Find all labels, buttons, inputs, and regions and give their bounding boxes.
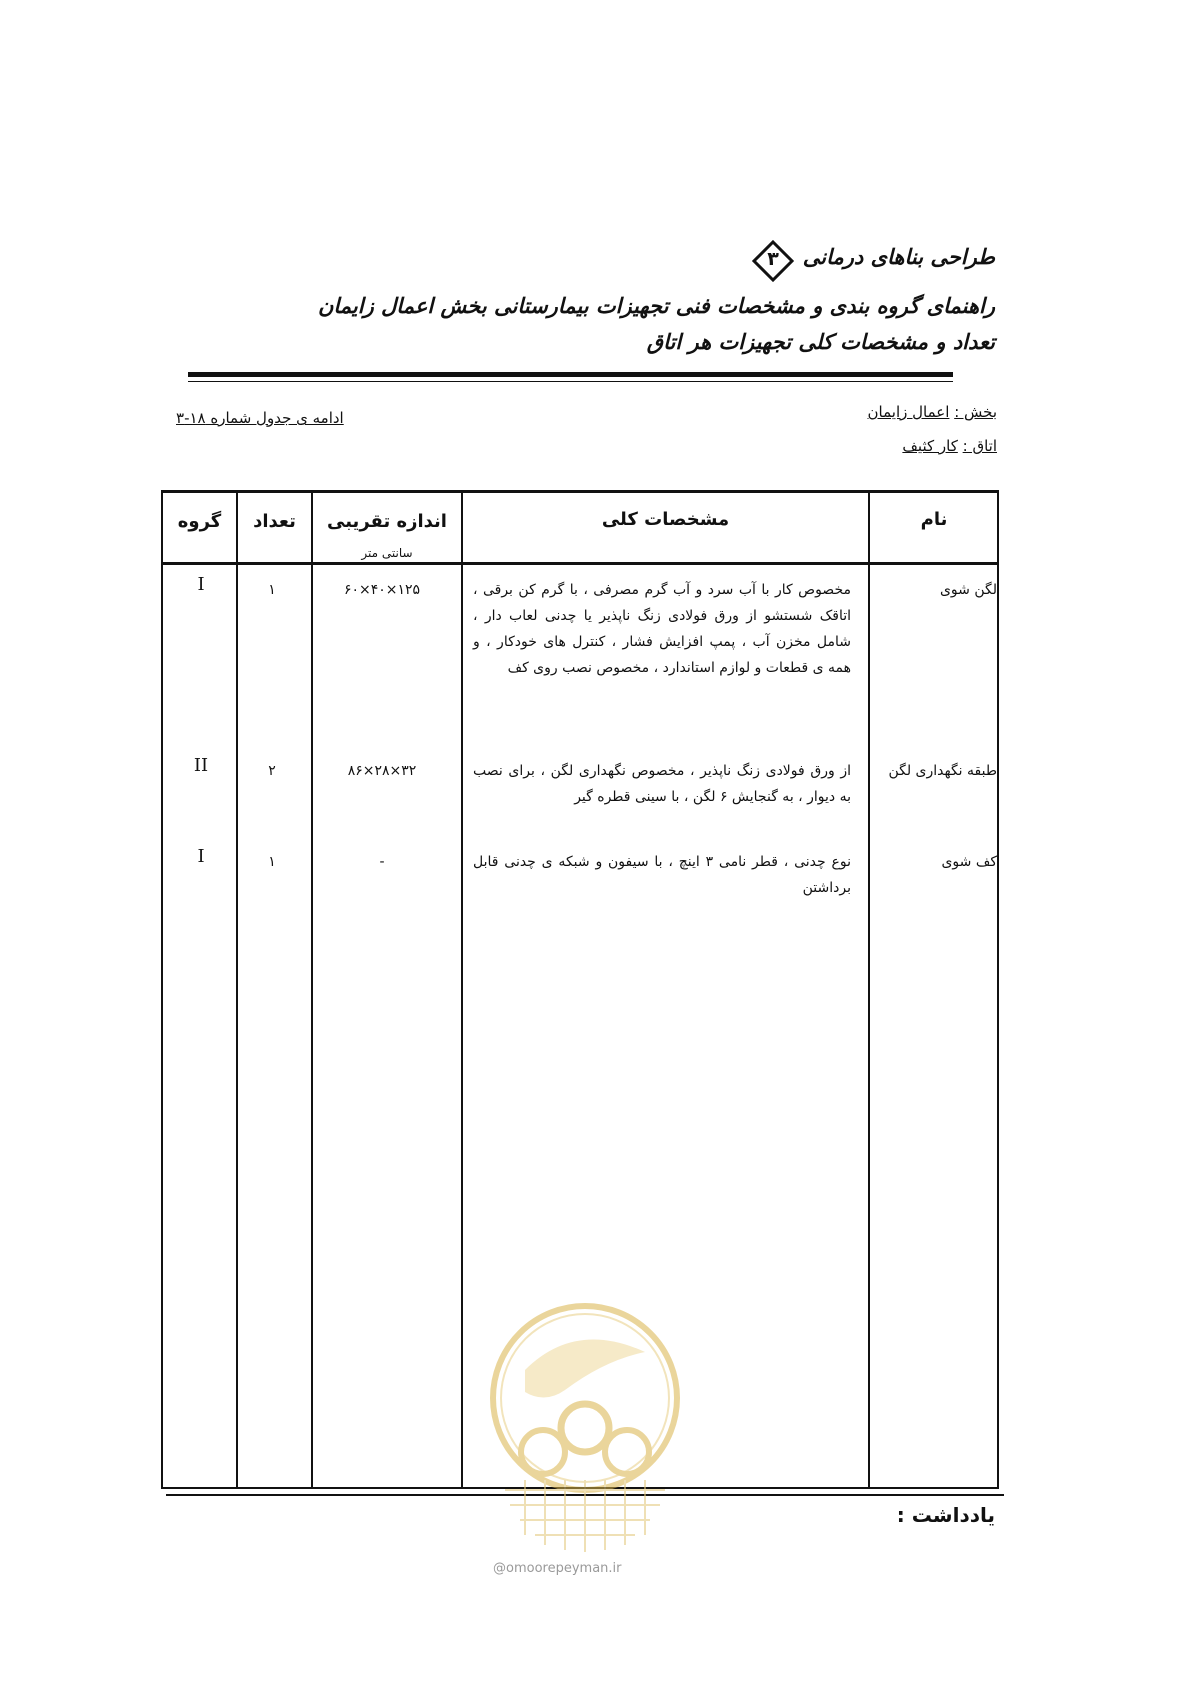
- row-2-specs: از ورق فولادی زنگ ناپذیر ، مخصوص نگهداری لگن ، برای نصب به دیوار ، به گنجایش ۶ لگن ، با سینی قطره گیر: [473, 763, 851, 805]
- row-1-size: ۶۰×۴۰×۱۲۵: [343, 582, 421, 598]
- room-value: کار کثیف: [902, 437, 958, 455]
- row-1-group: I: [197, 574, 205, 595]
- row-3-quantity: ۱: [268, 854, 276, 870]
- row-3-size: -: [379, 854, 385, 870]
- column-divider-specs: [461, 490, 463, 1489]
- row-2-name: طبقه نگهداری لگن: [888, 763, 997, 779]
- row-2-group: II: [193, 755, 209, 776]
- room-key: اتاق :: [962, 437, 997, 455]
- document-subtitle: راهنمای گروه بندی و مشخصات فنی تجهیزات بیمارستانی بخش اعمال زایمان: [317, 294, 995, 318]
- header-size-unit: سانتی متر: [361, 546, 413, 560]
- header-quantity: تعداد: [253, 511, 296, 532]
- row-1-name: لگن شوی: [939, 582, 997, 598]
- header-rule-thin: [188, 381, 953, 382]
- document-section-title: تعداد و مشخصات کلی تجهیزات هر اتاق: [646, 330, 995, 354]
- notes-label: یادداشت :: [896, 1503, 995, 1527]
- header-group: گروه: [177, 511, 222, 532]
- row-2-quantity: ۲: [268, 763, 276, 779]
- row-3-group: I: [197, 846, 205, 867]
- logo-emblem-icon: [485, 1300, 685, 1560]
- watermark-logo: [485, 1300, 685, 1560]
- watermark-url: @omoorepeyman.ir: [493, 1561, 622, 1576]
- chapter-number: ۳: [767, 248, 779, 270]
- section-value: اعمال زایمان: [867, 403, 950, 421]
- table-continuation-label: ادامه ی جدول شماره ۱۸-۳: [176, 409, 344, 427]
- row-3-specs: نوع چدنی ، قطر نامی ۳ اینچ ، با سیفون و شبکه ی چدنی قابل برداشتن: [473, 854, 851, 896]
- row-2-size: ۸۶×۲۸×۳۲: [347, 763, 417, 779]
- column-divider-quantity: [236, 490, 238, 1489]
- section-key: بخش :: [954, 403, 997, 421]
- header-specs: مشخصات کلی: [601, 509, 730, 530]
- header-name: نام: [920, 509, 948, 530]
- room-label: [902, 437, 997, 455]
- column-divider-name: [868, 490, 870, 1489]
- document-title: طراحی بناهای درمانی: [802, 245, 995, 269]
- row-1-specs: مخصوص کار با آب سرد و آب گرم مصرفی ، با گرم کن برقی ، اتاقک شستشو از ورق فولادی زنگ ناپذیر یا چدنی لعاب دار ، شامل مخزن آب ، پمپ افزایش فشار ، کنترل های خودکار ، و همه ی قطعات و لوازم استاندارد ، مخصوص نصب روی کف: [473, 582, 851, 676]
- header-size: اندازه تقریبی: [327, 511, 447, 532]
- chapter-badge: [752, 240, 794, 282]
- column-divider-size: [311, 490, 313, 1489]
- section-label: [868, 403, 997, 421]
- row-1-quantity: ۱: [268, 582, 276, 598]
- header-rule-thick: [188, 372, 953, 377]
- table-header-divider: [161, 562, 999, 565]
- row-3-name: کف شوی: [941, 854, 997, 870]
